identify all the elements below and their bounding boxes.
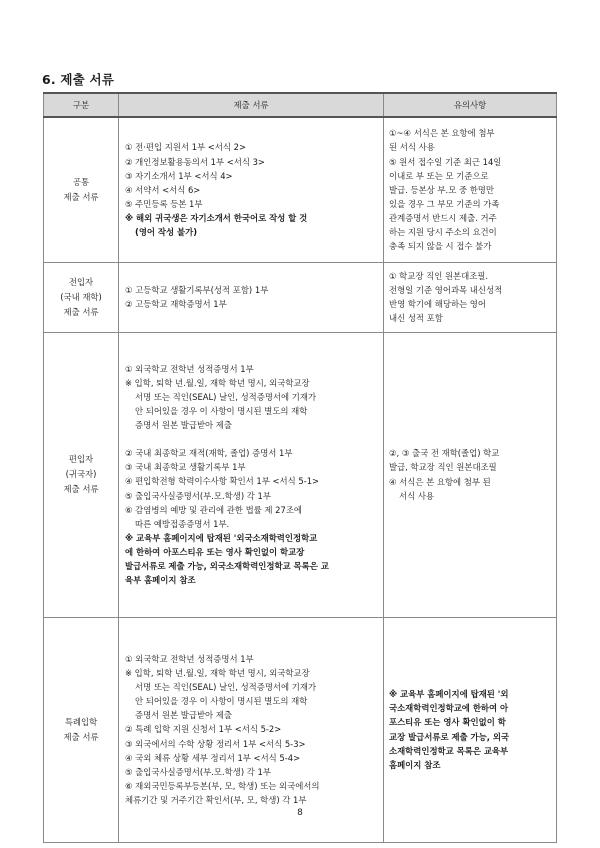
- note-item: 홈페이지 참조: [389, 759, 441, 770]
- note-item: 반영 학기에 해당하는 영어: [389, 299, 486, 309]
- document-item: ※ 입학, 퇴학 년.월.일, 재학 학년 명시, 외국학교장: [125, 377, 310, 388]
- header-notes: 유의사항: [384, 93, 557, 117]
- document-item: 증명서 원본 발급받아 제출: [135, 420, 232, 431]
- document-item: 증명서 원본 발급받아 제출: [135, 710, 232, 721]
- document-item: 따른 예방접종증명서 1부.: [135, 518, 230, 529]
- document-item: 서명 또는 직인(SEAL) 날인, 성적증명서에 기재가: [135, 682, 317, 693]
- note-item: 충족 되지 않을 시 접수 불가: [389, 241, 492, 252]
- note-item: 발급. 등본상 부.모 중 한명만: [389, 184, 494, 195]
- notes-cell: [384, 332, 557, 617]
- document-item: ※ 입학, 퇴학 년.월.일, 재학 학년 명시, 외국학교장: [125, 668, 310, 679]
- document-item: ⑤ 출입국사실증명서(부.모.학생) 각 1부: [125, 490, 271, 501]
- document-item: ※ 해외 귀국생은 자기소개서 한국어로 작성 할 것: [125, 212, 308, 223]
- category-label: (귀국자): [65, 469, 97, 479]
- document-item: 안 되어있을 경우 이 사항이 명시된 별도의 재학: [135, 696, 308, 707]
- document-item: ② 국내 최종학교 재적(재학, 졸업) 증명서 1부: [125, 448, 293, 459]
- document-item: ④ 편입학전형 학력이수사항 확인서 1부 <서식 5-1>: [125, 476, 320, 487]
- document-item: 발급서류로 제출 가능, 외국소재학력인정학교 목록은 교: [125, 561, 329, 572]
- note-item: ①~④ 서식은 본 요항에 첨부: [389, 128, 495, 139]
- document-item: 체류기간 및 거주기간 확인서(부, 모, 학생) 각 1부: [125, 794, 307, 805]
- note-item: 이내로 부 또는 모 기준으로: [389, 170, 489, 181]
- note-item: 관계증명서 반드시 제출. 거주: [389, 212, 497, 223]
- document-item: ② 특례 입학 지원 신청서 1부 <서식 5-2>: [125, 724, 282, 735]
- note-item: 소재학력인정학교 목록은 교육부: [389, 745, 509, 756]
- category-label: 제출 서류: [63, 484, 99, 494]
- document-item: ② 고등학교 재학증명서 1부: [125, 299, 227, 309]
- document-item: ① 외국학교 전학년 성적증명서 1부: [125, 653, 254, 664]
- note-item: 서식 사용: [399, 490, 435, 501]
- category-label: 전입자: [68, 276, 94, 287]
- note-item: ⑤ 원서 접수일 기준 최근 14일: [389, 156, 502, 167]
- table-row-common: [44, 117, 557, 262]
- document-item: ※ 교육부 홈페이지에 탑재된 '외국소재학력인정학교: [125, 532, 318, 543]
- document-item: ① 외국학교 전학년 성적증명서 1부: [125, 363, 254, 374]
- note-item: 전형일 기준 영어과목 내신성적: [389, 284, 503, 295]
- header-documents: 제출 서류: [119, 93, 384, 117]
- document-item: (영어 작성 불가): [135, 226, 198, 237]
- document-item: ③ 자기소개서 1부 <서식 4>: [125, 170, 233, 181]
- table-row-transfer-in-domestic: [44, 262, 557, 332]
- document-item: ⑤ 주민등록 등본 1부: [125, 198, 203, 209]
- category-cell: [44, 332, 119, 617]
- document-item: 안 되어있을 경우 이 사항이 명시된 별도의 재학: [135, 406, 308, 417]
- document-item: ④ 국외 체류 상황 세부 정리서 1부 <서식 5-4>: [125, 752, 301, 763]
- document-item: ④ 서약서 <서식 6>: [125, 184, 201, 195]
- note-item: ②, ③ 출국 전 재학(졸업) 학교: [389, 448, 500, 459]
- document-item: ① 전·편입 지원서 1부 <서식 2>: [125, 142, 246, 153]
- documents-cell: [119, 262, 384, 332]
- category-label: 제출 서류: [63, 731, 99, 742]
- category-cell: [44, 262, 119, 332]
- note-item: 있을 경우 그 부모 기준의 가족: [389, 198, 500, 209]
- category-label: 공통: [72, 176, 90, 187]
- note-item: ※ 교육부 홈페이지에 탑재된 '외: [389, 689, 509, 700]
- note-item: ④ 서식은 본 요항에 첨부 된: [389, 476, 491, 487]
- category-label: 편입자: [68, 454, 94, 464]
- note-item: 된 서식 사용: [389, 142, 435, 153]
- document-item: 서명 또는 직인(SEAL) 날인, 성적증명서에 기재가: [135, 391, 317, 402]
- table-header-row: [44, 93, 557, 117]
- table-row-transfer-returnee: [44, 332, 557, 617]
- note-item: 발급, 학교장 직인 원본대조필: [389, 462, 497, 473]
- note-item: 포스티유 또는 영사 확인없이 학: [389, 717, 506, 728]
- document-item: ⑥ 재외국민등록부등본(부, 모, 학생) 또는 외국에서의: [125, 780, 320, 791]
- document-item: ⑥ 감염병의 예방 및 관리에 관한 법률 제 27조에: [125, 504, 302, 515]
- notes-cell: [384, 117, 557, 262]
- document-item: 육부 홈페이지 참조: [125, 575, 196, 586]
- document-item: ① 고등학교 생활기록부(성적 포함) 1부: [125, 284, 269, 295]
- notes-cell: [384, 262, 557, 332]
- document-item: 에 한하여 아포스티유 또는 영사 확인없이 학교장: [125, 546, 305, 557]
- category-label: 제출 서류: [63, 191, 99, 202]
- header-category: 구분: [44, 93, 119, 117]
- category-label: 특례입학: [64, 716, 98, 727]
- section-title: 6. 제출 서류: [42, 72, 115, 87]
- category-label: 제출 서류: [63, 306, 99, 317]
- document-item: ② 개인정보활용동의서 1부 <서식 3>: [125, 156, 265, 167]
- submission-documents-table: [43, 92, 557, 843]
- documents-cell: [119, 117, 384, 262]
- note-item: 국소재학력인정학교에 한하여 아: [389, 703, 509, 714]
- category-label: (국내 재학): [60, 291, 102, 302]
- note-item: ① 학교장 직인 원본대조필.: [389, 270, 489, 281]
- document-item: ③ 국내 최종학교 생활기록부 1부: [125, 462, 246, 473]
- note-item: 내신 성적 포함: [389, 313, 443, 324]
- note-item: 하는 지원 당시 주소의 요건이: [389, 226, 497, 237]
- note-item: 교장 발급서류로 제출 가능, 외국: [389, 731, 510, 742]
- page-number: 8: [297, 808, 303, 818]
- category-cell: [44, 117, 119, 262]
- documents-cell: [119, 332, 384, 617]
- spacer: [125, 432, 377, 446]
- document-item: ⑤ 출입국사실증명서(부.모.학생) 각 1부: [125, 766, 271, 777]
- document-item: ③ 외국에서의 수학 상황 정리서 1부 <서식 5-3>: [125, 738, 306, 749]
